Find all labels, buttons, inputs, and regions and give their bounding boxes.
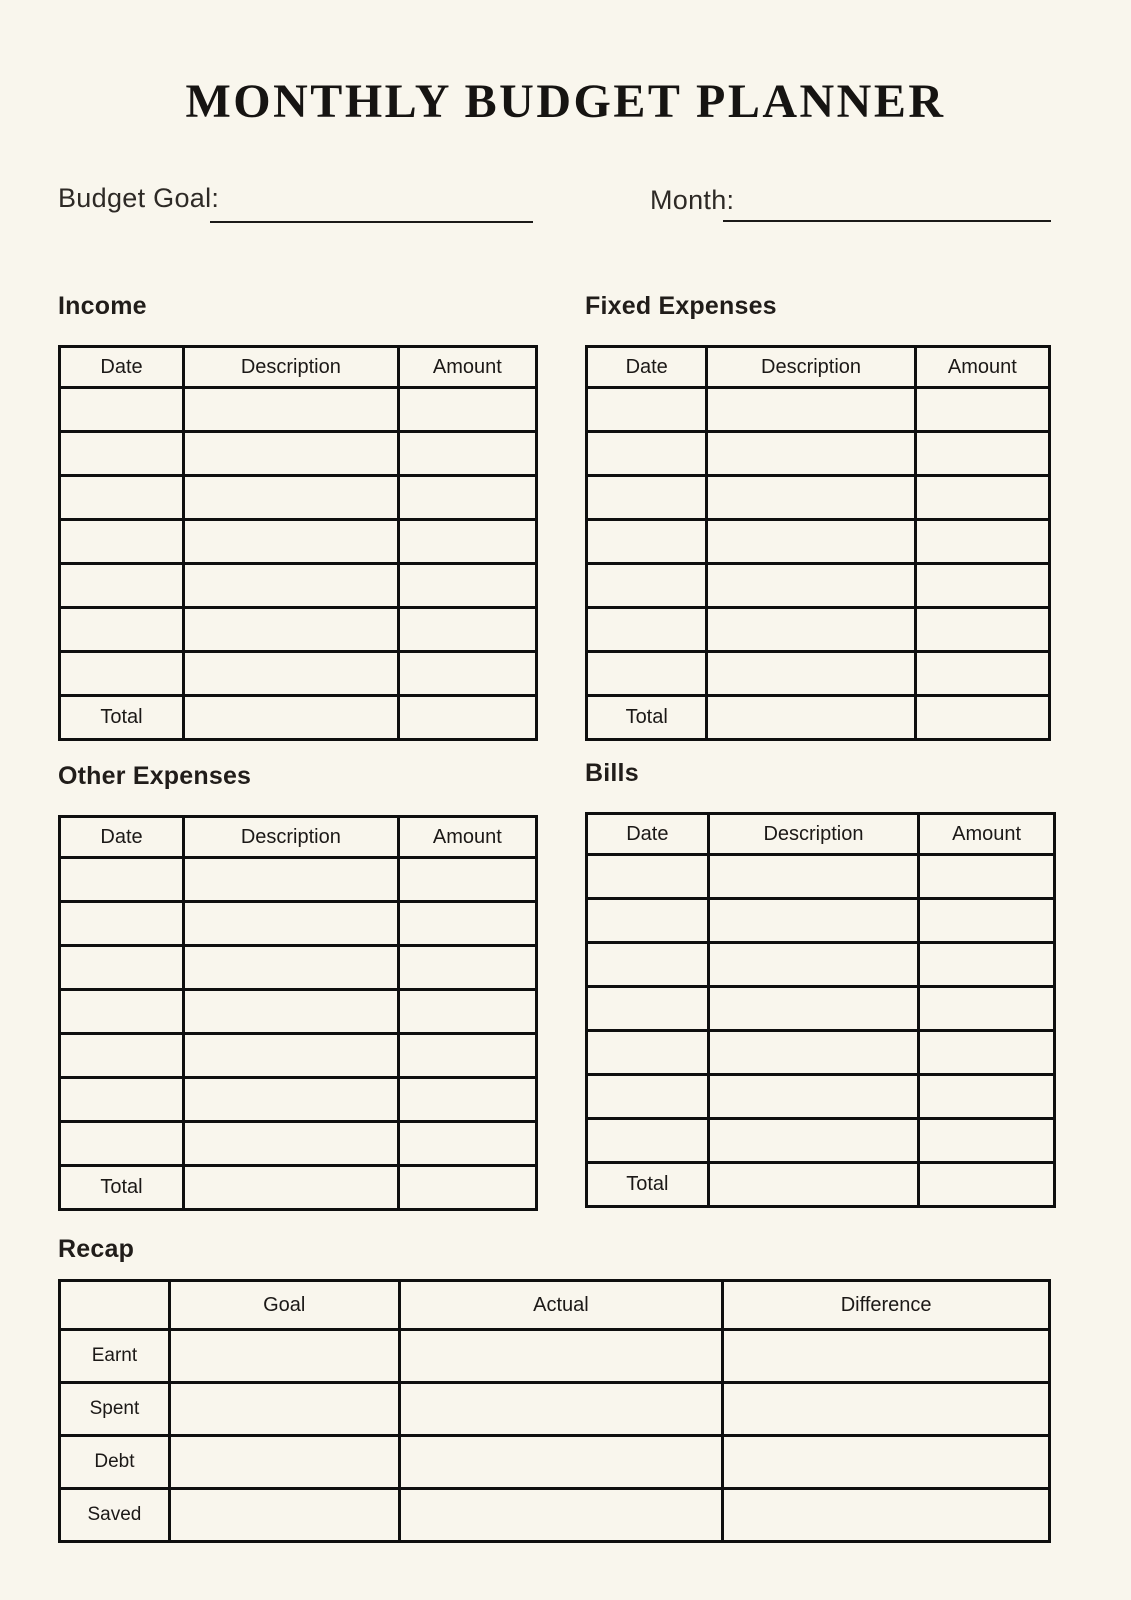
fixed-expenses-section [585,292,1051,741]
table-row [587,476,1050,520]
empty-cell [184,388,399,432]
table-row [60,608,537,652]
total-description-cell [184,1166,399,1210]
table-row [60,476,537,520]
empty-cell [587,564,707,608]
empty-cell [915,564,1049,608]
empty-cell [184,946,399,990]
empty-cell [398,858,536,902]
other-expenses-table [58,815,538,1211]
table-row [60,564,537,608]
empty-cell [919,1119,1055,1163]
empty-cell [184,990,399,1034]
recap-goal-cell [169,1489,399,1542]
column-header-amount: Amount [398,817,536,858]
empty-cell [587,652,707,696]
total-row [60,1166,537,1210]
table-row [587,1031,1055,1075]
month-label: Month: [650,185,735,215]
empty-cell [708,943,919,987]
table-row [587,520,1050,564]
empty-cell [707,388,915,432]
table-row [60,902,537,946]
empty-cell [184,1078,399,1122]
total-label-cell: Total [587,1163,709,1207]
total-row [60,696,537,740]
total-label-cell: Total [60,696,184,740]
empty-cell [184,564,399,608]
empty-cell [587,899,709,943]
empty-cell [184,476,399,520]
recap-actual-cell [399,1489,723,1542]
empty-cell [919,899,1055,943]
recap-column-header-goal: Goal [169,1281,399,1330]
recap-header-row [60,1281,1050,1330]
empty-cell [587,608,707,652]
column-header-amount: Amount [398,347,536,388]
other-expenses-section-title: Other Expenses [58,762,252,790]
empty-cell [915,608,1049,652]
total-label-cell: Total [587,696,707,740]
table-row [60,858,537,902]
empty-cell [60,902,184,946]
empty-cell [398,1078,536,1122]
column-header-amount: Amount [915,347,1049,388]
recap-goal-cell [169,1436,399,1489]
fixed-expenses-section-title: Fixed Expenses [585,292,777,320]
empty-cell [707,608,915,652]
column-header-description: Description [708,814,919,855]
recap-actual-cell [399,1436,723,1489]
empty-cell [915,476,1049,520]
recap-difference-cell [723,1330,1050,1383]
empty-cell [919,943,1055,987]
empty-cell [60,946,184,990]
empty-cell [398,476,536,520]
recap-row-earnt [60,1330,1050,1383]
empty-cell [398,432,536,476]
table-row [60,520,537,564]
bills-section [585,759,1056,1208]
empty-cell [708,1031,919,1075]
recap-goal-cell [169,1330,399,1383]
recap-table [58,1279,1051,1543]
empty-cell [60,858,184,902]
recap-row-debt [60,1436,1050,1489]
recap-row-label: Debt [60,1436,170,1489]
empty-cell [398,1122,536,1166]
fixed-expenses-table [585,345,1051,741]
column-header-date: Date [60,347,184,388]
column-header-date: Date [587,347,707,388]
empty-cell [60,1078,184,1122]
recap-column-header-actual: Actual [399,1281,723,1330]
empty-cell [184,520,399,564]
table-row [587,987,1055,1031]
empty-cell [707,564,915,608]
budget-goal-blank-line [210,221,533,223]
column-header-description: Description [707,347,915,388]
empty-cell [184,652,399,696]
empty-cell [184,1122,399,1166]
bills-section-title: Bills [585,759,639,787]
empty-cell [184,1034,399,1078]
empty-cell [708,855,919,899]
empty-cell [915,432,1049,476]
empty-cell [60,564,184,608]
month-blank-line [723,220,1051,222]
empty-cell [587,987,709,1031]
recap-actual-cell [399,1383,723,1436]
empty-cell [707,432,915,476]
empty-cell [915,652,1049,696]
total-description-cell [708,1163,919,1207]
table-row [587,564,1050,608]
table-row [587,943,1055,987]
table-header-row [60,817,537,858]
page-title: MONTHLY BUDGET PLANNER [185,75,946,128]
empty-cell [708,1075,919,1119]
empty-cell [398,902,536,946]
other-expenses-section [58,762,538,1211]
empty-cell [707,652,915,696]
empty-cell [60,520,184,564]
recap-difference-cell [723,1489,1050,1542]
recap-difference-cell [723,1383,1050,1436]
income-section [58,292,538,741]
empty-cell [919,987,1055,1031]
recap-section [58,1235,1051,1543]
table-row [587,1119,1055,1163]
empty-cell [587,1119,709,1163]
empty-cell [398,946,536,990]
total-description-cell [707,696,915,740]
empty-cell [587,943,709,987]
empty-cell [587,855,709,899]
column-header-description: Description [184,817,399,858]
empty-cell [708,899,919,943]
recap-actual-cell [399,1330,723,1383]
income-table [58,345,538,741]
empty-cell [398,652,536,696]
table-row [60,990,537,1034]
recap-row-label: Spent [60,1383,170,1436]
empty-cell [919,1075,1055,1119]
table-row [60,388,537,432]
total-label-cell: Total [60,1166,184,1210]
recap-section-title: Recap [58,1235,135,1263]
empty-cell [60,1034,184,1078]
empty-cell [60,1122,184,1166]
empty-cell [398,520,536,564]
empty-cell [184,608,399,652]
recap-row-label: Earnt [60,1330,170,1383]
empty-cell [398,990,536,1034]
table-row [60,432,537,476]
column-header-date: Date [60,817,184,858]
bills-table [585,812,1056,1208]
total-amount-cell [398,1166,536,1210]
recap-row-saved [60,1489,1050,1542]
empty-cell [60,432,184,476]
table-row [60,946,537,990]
budget-goal-label: Budget Goal: [58,183,220,213]
empty-cell [398,608,536,652]
table-row [587,608,1050,652]
table-row [60,1122,537,1166]
table-header-row [587,347,1050,388]
total-amount-cell [398,696,536,740]
empty-cell [398,388,536,432]
recap-corner-cell [60,1281,170,1330]
empty-cell [587,1031,709,1075]
table-row [60,652,537,696]
empty-cell [398,1034,536,1078]
empty-cell [587,1075,709,1119]
table-row [587,1075,1055,1119]
empty-cell [915,388,1049,432]
recap-row-label: Saved [60,1489,170,1542]
empty-cell [60,652,184,696]
column-header-description: Description [184,347,399,388]
empty-cell [587,520,707,564]
empty-cell [708,1119,919,1163]
empty-cell [707,520,915,564]
total-row [587,1163,1055,1207]
recap-column-header-difference: Difference [723,1281,1050,1330]
total-amount-cell [915,696,1049,740]
empty-cell [915,520,1049,564]
table-row [587,432,1050,476]
empty-cell [919,855,1055,899]
table-header-row [60,347,537,388]
empty-cell [708,987,919,1031]
empty-cell [60,990,184,1034]
table-row [587,652,1050,696]
empty-cell [587,476,707,520]
empty-cell [60,388,184,432]
table-header-row [587,814,1055,855]
table-row [60,1034,537,1078]
empty-cell [398,564,536,608]
income-section-title: Income [58,292,147,320]
empty-cell [60,476,184,520]
empty-cell [587,388,707,432]
recap-difference-cell [723,1436,1050,1489]
table-row [60,1078,537,1122]
column-header-date: Date [587,814,709,855]
recap-row-spent [60,1383,1050,1436]
total-amount-cell [919,1163,1055,1207]
empty-cell [707,476,915,520]
table-row [587,855,1055,899]
empty-cell [184,902,399,946]
empty-cell [587,432,707,476]
recap-goal-cell [169,1383,399,1436]
total-row [587,696,1050,740]
total-description-cell [184,696,399,740]
empty-cell [919,1031,1055,1075]
column-header-amount: Amount [919,814,1055,855]
table-row [587,899,1055,943]
empty-cell [184,858,399,902]
empty-cell [184,432,399,476]
empty-cell [60,608,184,652]
table-row [587,388,1050,432]
